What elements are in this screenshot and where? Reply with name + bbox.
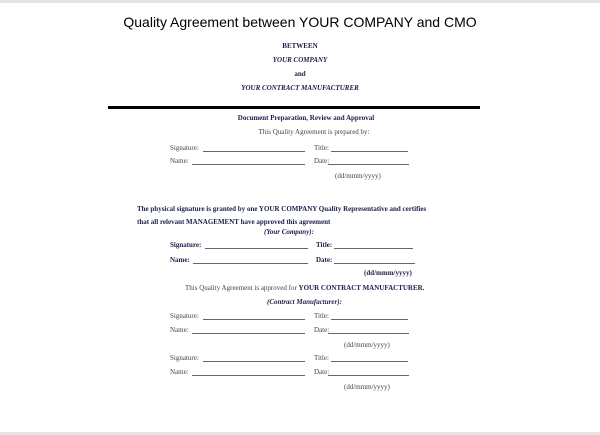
name-line[interactable]: [192, 164, 305, 165]
signature-label: Signature:: [170, 354, 199, 362]
section-heading: Document Preparation, Review and Approval: [237, 114, 375, 122]
prepared-by-text: This Quality Agreement is prepared by:: [258, 128, 370, 136]
approved-for-party: YOUR CONTRACT MANUFACTURER.: [298, 284, 425, 292]
document-title: Quality Agreement between YOUR COMPANY and CMO: [123, 14, 477, 30]
party-manufacturer: YOUR CONTRACT MANUFACTURER: [241, 84, 359, 92]
name-label: Name:: [170, 256, 190, 264]
approved-for-intro: This Quality Agreement is approved for: [185, 284, 297, 292]
name-line[interactable]: [192, 333, 305, 334]
name-label: Name:: [170, 157, 189, 165]
party-label: (Contract Manufacturer):: [267, 298, 342, 306]
approved-for-text: [185, 284, 424, 293]
title-label: Title:: [316, 241, 333, 249]
title-line[interactable]: [331, 319, 408, 320]
signature-label: Signature:: [170, 144, 199, 152]
and-label: and: [294, 70, 306, 78]
certification-text: The physical signature is granted by one YOUR COMPANY Quality Representative and certifies: [137, 205, 427, 213]
name-line[interactable]: [192, 375, 305, 376]
name-label: Name:: [170, 368, 189, 376]
date-line[interactable]: [334, 263, 415, 264]
date-line[interactable]: [328, 164, 409, 165]
date-line[interactable]: [328, 333, 409, 334]
certification-text: that all relevant MANAGEMENT have approved this agreement: [137, 218, 331, 226]
signature-line[interactable]: [203, 151, 305, 152]
title-label: Title:: [314, 312, 329, 320]
date-format-hint: (dd/mmm/yyyy): [344, 341, 390, 349]
title-line[interactable]: [331, 151, 408, 152]
date-label: Date:: [316, 256, 333, 264]
signature-line[interactable]: [203, 361, 305, 362]
title-line[interactable]: [331, 361, 408, 362]
signature-label: Signature:: [170, 312, 199, 320]
signature-line[interactable]: [203, 319, 305, 320]
name-label: Name:: [170, 326, 189, 334]
date-label: Date:: [314, 368, 330, 376]
signature-line[interactable]: [205, 248, 308, 249]
date-format-hint: (dd/mmm/yyyy): [344, 383, 390, 391]
between-label: BETWEEN: [282, 42, 318, 50]
date-label: Date:: [314, 157, 330, 165]
name-line[interactable]: [193, 263, 308, 264]
date-line[interactable]: [328, 375, 409, 376]
title-label: Title:: [314, 144, 329, 152]
date-format-hint: (dd/mmm/yyyy): [364, 269, 412, 277]
title-label: Title:: [314, 354, 329, 362]
title-line[interactable]: [334, 248, 413, 249]
date-format-hint: (dd/mmm/yyyy): [335, 172, 381, 180]
date-label: Date:: [314, 326, 330, 334]
signature-label: Signature:: [170, 241, 202, 249]
party-label: (Your Company):: [264, 228, 314, 236]
divider-rule: [108, 106, 480, 109]
party-company: YOUR COMPANY: [272, 56, 328, 64]
